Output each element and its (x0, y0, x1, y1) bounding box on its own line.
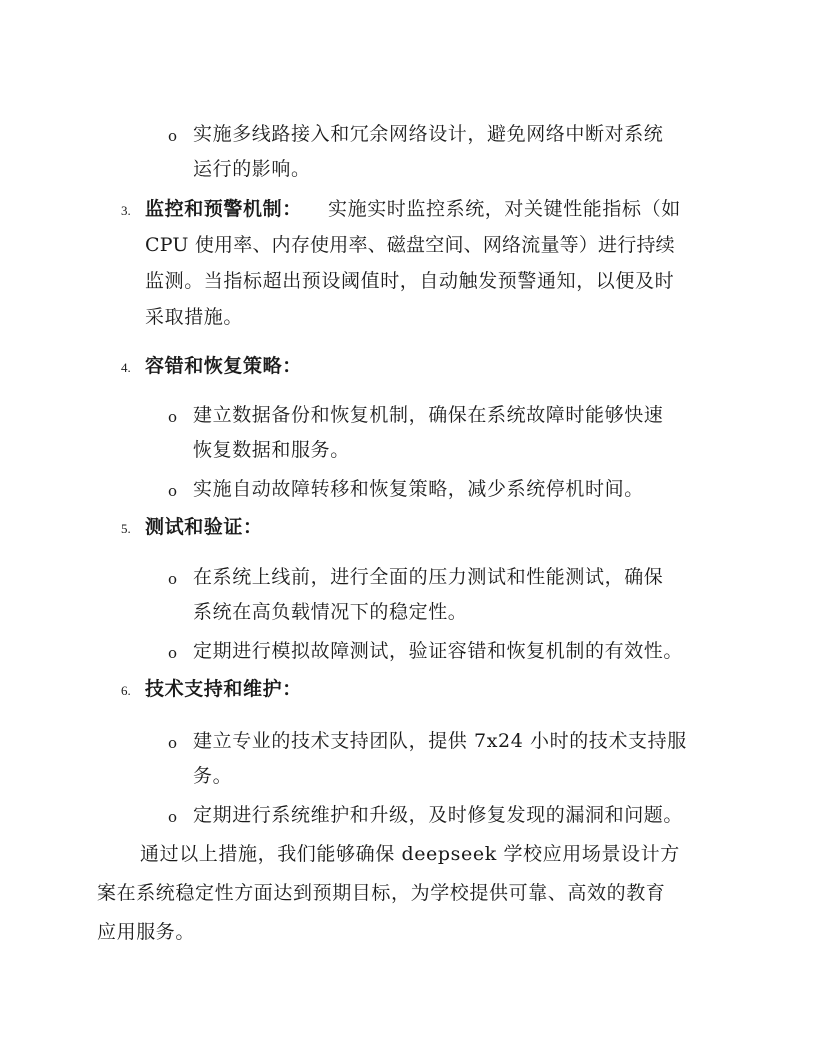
list-item-line: 恢复数据和服务。 (193, 439, 350, 461)
list-bullet: o (168, 644, 178, 662)
list-item-line: 在系统上线前，进行全面的压力测试和性能测试，确保 (193, 566, 664, 588)
list-bullet: o (168, 408, 178, 426)
list-item-line: 务。 (193, 765, 233, 787)
section-body-line: CPU 使用率、内存使用率、磁盘空间、网络流量等）进行持续 (145, 234, 675, 256)
list-bullet: o (168, 127, 178, 145)
section-body-line: 采取措施。 (145, 306, 244, 328)
section-number: 3. (121, 203, 131, 218)
conclusion-line: 通过以上措施，我们能够确保 deepseek 学校应用场景设计方 (140, 843, 680, 865)
section-title: 监控和预警机制： (145, 198, 302, 220)
section-number: 6. (121, 683, 131, 698)
section-body-line: 监测。当指标超出预设阈值时，自动触发预警通知，以便及时 (145, 270, 675, 292)
list-item-line: 定期进行模拟故障测试，验证容错和恢复机制的有效性。 (193, 640, 684, 662)
list-item-line: 运行的影响。 (193, 158, 311, 180)
list-item-line: 建立专业的技术支持团队，提供 7x24 小时的技术支持服 (193, 730, 687, 752)
section-title: 容错和恢复策略： (145, 355, 302, 377)
section-number: 4. (121, 360, 131, 375)
list-item-line: 建立数据备份和恢复机制，确保在系统故障时能够快速 (193, 404, 664, 426)
list-bullet: o (168, 734, 178, 752)
section-body-line: 实施实时监控系统，对关键性能指标（如 (328, 198, 681, 220)
conclusion-line: 应用服务。 (97, 921, 196, 943)
list-item-line: 系统在高负载情况下的稳定性。 (193, 601, 468, 623)
list-item-line: 定期进行系统维护和升级，及时修复发现的漏洞和问题。 (193, 804, 684, 826)
section-title: 测试和验证： (145, 516, 263, 538)
conclusion-line: 案在系统稳定性方面达到预期目标，为学校提供可靠、高效的教育 (97, 882, 666, 904)
list-item-line: 实施自动故障转移和恢复策略，减少系统停机时间。 (193, 478, 644, 500)
list-bullet: o (168, 482, 178, 500)
list-item-line: 实施多线路接入和冗余网络设计，避免网络中断对系统 (193, 123, 664, 145)
list-bullet: o (168, 808, 178, 826)
section-number: 5. (121, 521, 131, 536)
section-title: 技术支持和维护： (145, 678, 302, 700)
list-bullet: o (168, 570, 178, 588)
